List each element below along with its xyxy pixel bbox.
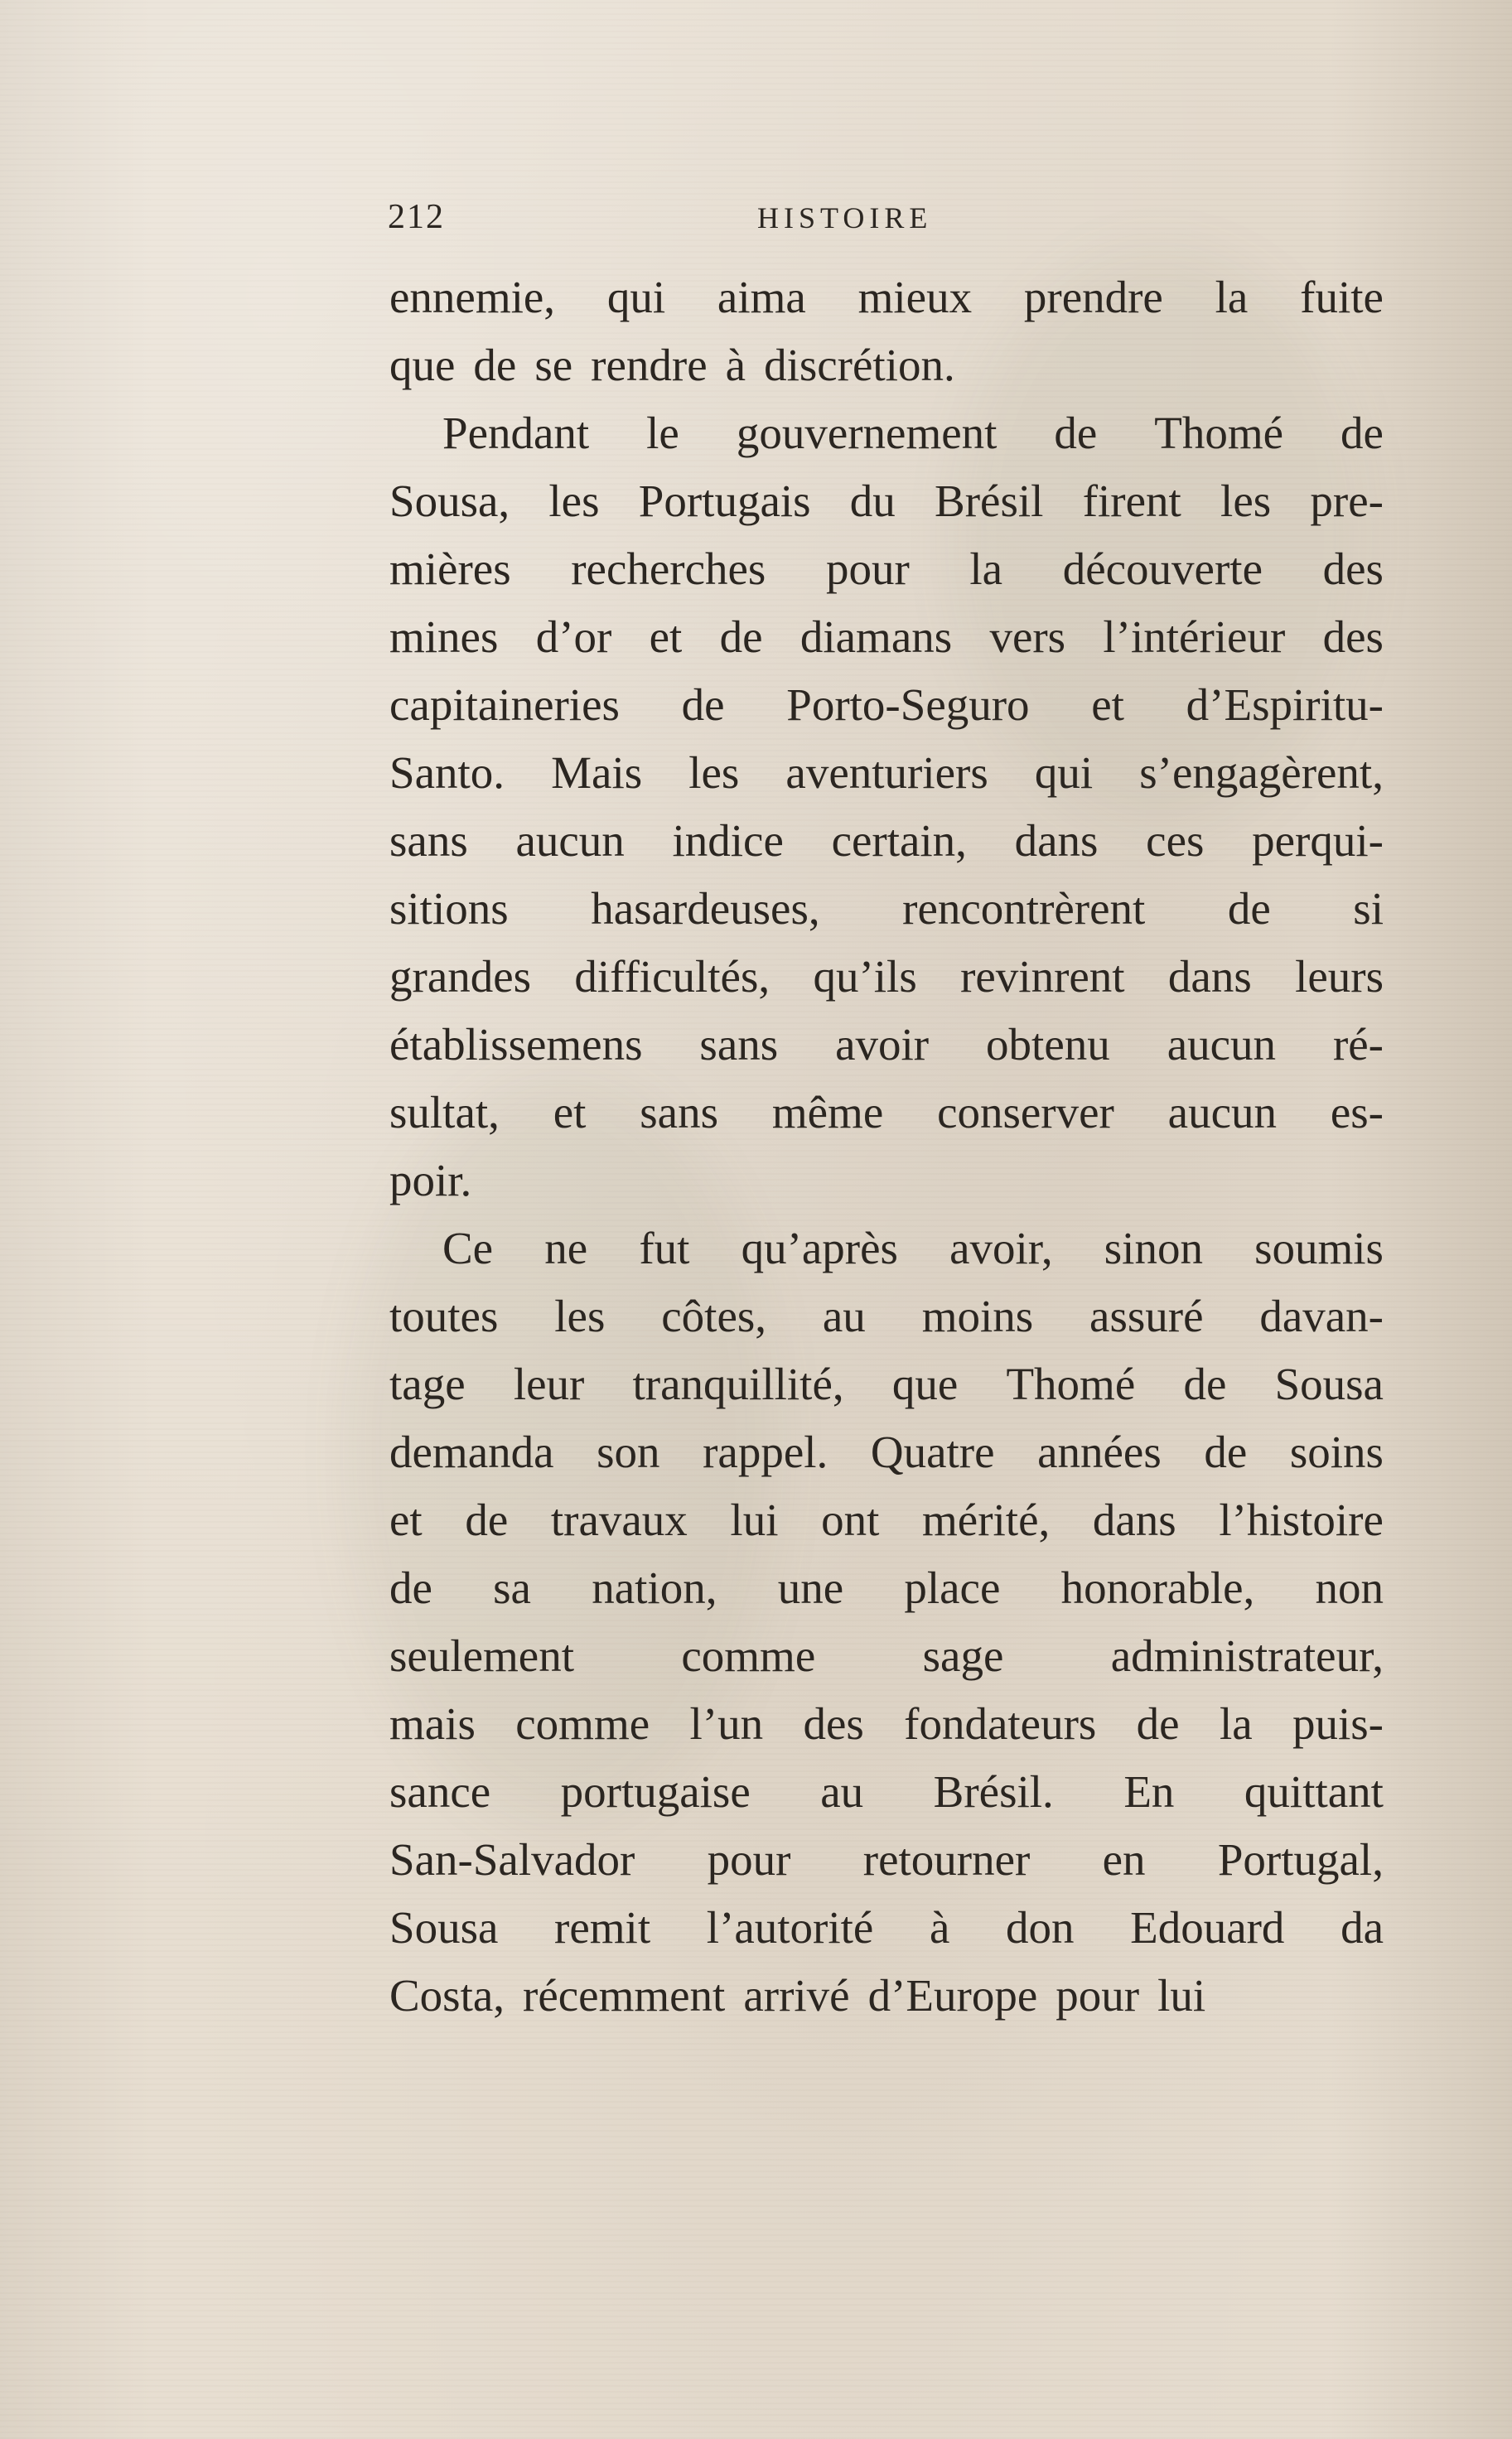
text-line: San-Salvador pour retourner en Portugal, [389, 1834, 1384, 1885]
running-head [388, 197, 1382, 247]
text-line: Pendant le gouvernement de Thomé de [442, 408, 1384, 458]
text-line: mines d’or et de diamans vers l’intérieur des [389, 611, 1384, 662]
text-line: ennemie, qui aima mieux prendre la fuite [389, 272, 1384, 322]
text-line: grandes difficultés, qu’ils revinrent dans leurs [389, 951, 1384, 1002]
text-line: et de travaux lui ont mérité, dans l’histoire [389, 1495, 1384, 1545]
text-line: que de se rendre à discrétion. [389, 340, 955, 390]
text-line: Sousa, les Portugais du Brésil firent les pre- [389, 476, 1384, 526]
text-line: établissemens sans avoir obtenu aucun ré- [389, 1019, 1384, 1070]
text-line: seulement comme sage administrateur, [389, 1630, 1384, 1681]
page-number: 212 [388, 198, 445, 236]
text-line: Santo. Mais les aventuriers qui s’engagèrent, [389, 747, 1384, 798]
text-line: de sa nation, une place honorable, non [389, 1562, 1384, 1613]
body-text [389, 263, 1384, 2030]
text-line: Costa, récemment arrivé d’Europe pour lui [389, 1970, 1206, 2021]
text-line: Ce ne fut qu’après avoir, sinon soumis [442, 1223, 1384, 1273]
text-line: sance portugaise au Brésil. En quittant [389, 1766, 1384, 1817]
text-line: sultat, et sans même conserver aucun es- [389, 1087, 1384, 1137]
text-line: capitaineries de Porto-Seguro et d’Espiritu- [389, 679, 1384, 730]
text-line: mais comme l’un des fondateurs de la puis- [389, 1698, 1384, 1749]
text-line: poir. [389, 1155, 472, 1205]
text-line: Sousa remit l’autorité à don Edouard da [389, 1902, 1384, 1953]
text-line: sans aucun indice certain, dans ces perqui- [389, 815, 1384, 866]
text-line: demanda son rappel. Quatre années de soins [389, 1427, 1384, 1477]
text-line: toutes les côtes, au moins assuré davan- [389, 1291, 1384, 1341]
text-line: sitions hasardeuses, rencontrèrent de si [389, 883, 1384, 934]
text-line: mières recherches pour la découverte des [389, 543, 1384, 594]
running-title: HISTOIRE [757, 201, 933, 234]
text-line: tage leur tranquillité, que Thomé de Sousa [389, 1359, 1384, 1409]
